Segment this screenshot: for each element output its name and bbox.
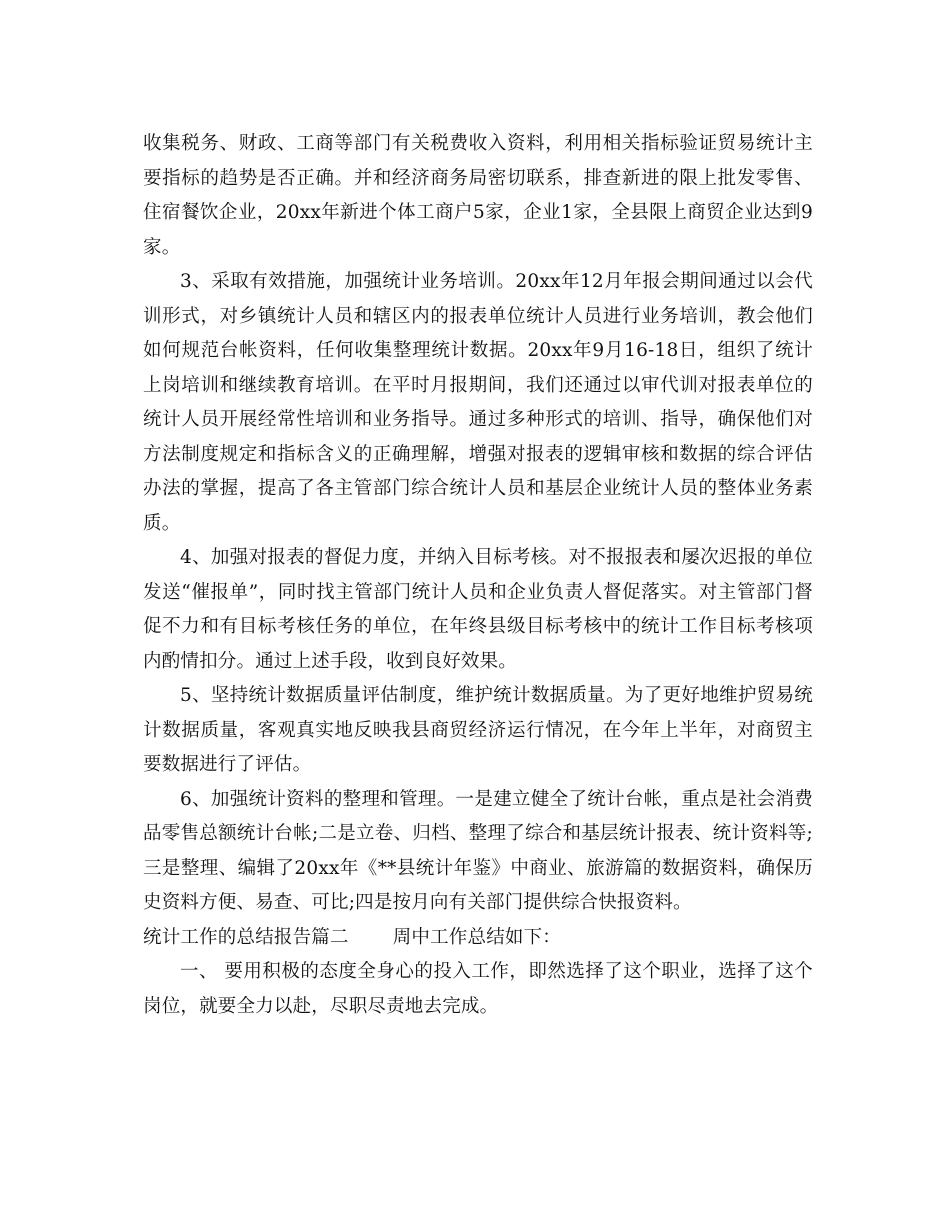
paragraph-item-4: 4、加强对报表的督促力度，并纳入目标考核。对不报报表和屡次迟报的单位发送“催报单”，同时找主管部门统计人员和企业负责人督促落实。对主管部门督促不力和有目标考核任务的单位，在年终县级目标考核中的统计工作目标考核项内酌情扣分。通过上述手段，收到良好效果。 <box>143 547 813 672</box>
section-heading <box>143 921 813 956</box>
section-subtitle: 周中工作总结如下： <box>392 926 562 948</box>
paragraph-section2-item-1: 一、 要用积极的态度全身心的投入工作，即然选择了这个职业，选择了这个岗位，就要全力以赴，尽职尽责地去完成。 <box>143 961 813 1017</box>
section-title: 统计工作的总结报告篇二 <box>143 926 349 948</box>
paragraph-item-5: 5、坚持统计数据质量评估制度，维护统计数据质量。为了更好地维护贸易统计数据质量，客观真实地反映我县商贸经济运行情况，在今年上半年，对商贸主要数据进行了评估。 <box>143 685 813 775</box>
paragraph-continuation: 收集税务、财政、工商等部门有关税费收入资料，利用相关指标验证贸易统计主要指标的趋势是否正确。并和经济商务局密切联系，排查新进的限上批发零售、住宿餐饮企业，20xx年新进个体工商户5家，企业1家，全县限上商贸企业达到9家。 <box>143 133 813 258</box>
paragraph-item-3: 3、采取有效措施，加强统计业务培训。20xx年12月年报会期间通过以会代训形式，对乡镇统计人员和辖区内的报表单位统计人员进行业务培训，教会他们如何规范台帐资料，任何收集整理统计数据。20xx年9月16-18日，组织了统计上岗培训和继续教育培训。在平时月报期间，我们还通过以审代训对报表单位的统计人员开展经常性培训和业务指导。通过多种形式的培训、指导，确保他们对方法制度规定和指标含义的正确理解，增强对报表的逻辑审核和数据的综合评估办法的掌握，提高了各主管部门综合统计人员和基层企业统计人员的整体业务素质。 <box>143 271 813 534</box>
paragraph-item-6: 6、加强统计资料的整理和管理。一是建立健全了统计台帐，重点是社会消费品零售总额统计台帐;二是立卷、归档、整理了综合和基层统计报表、统计资料等;三是整理、编辑了20xx年《**县统计年鉴》中商业、旅游篇的数据资料，确保历史资料方便、易查、可比;四是按月向有关部门提供综合快报资料。 <box>143 788 813 913</box>
document-body <box>143 127 813 1024</box>
